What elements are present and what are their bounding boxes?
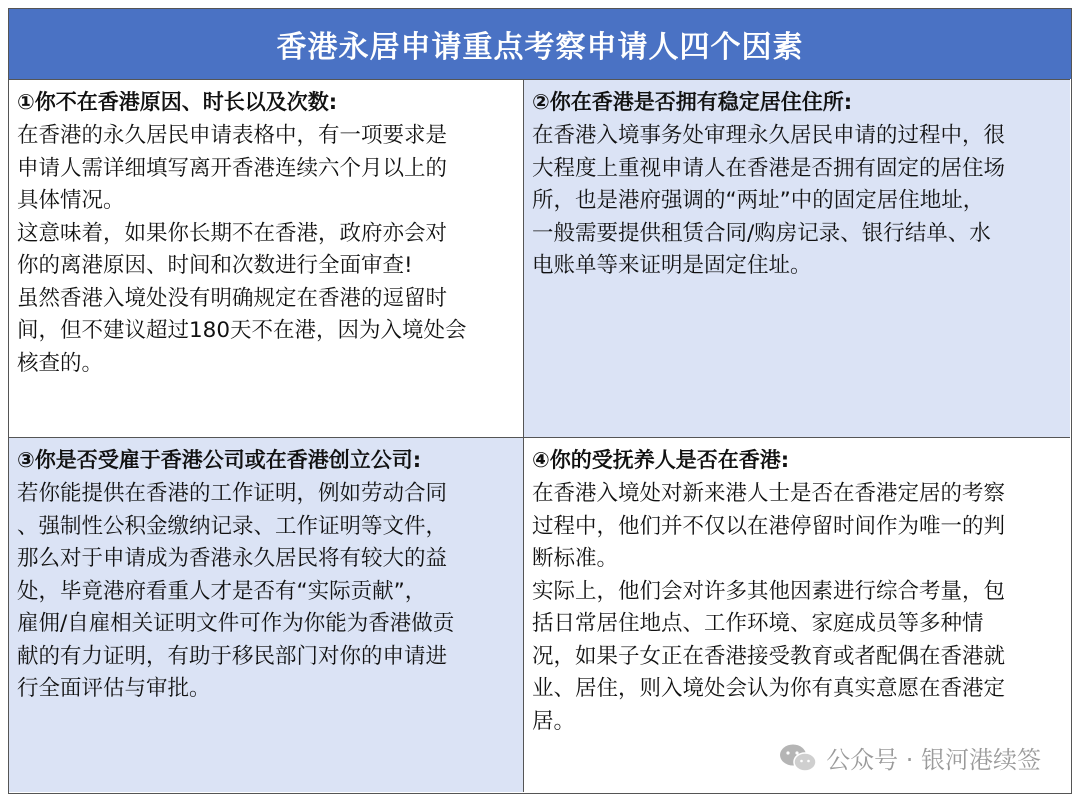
factor-text-line: 断标准。 — [532, 546, 619, 571]
factor-text-line: 况，如果子女正在香港接受教育或者配偶在香港就 — [532, 643, 1006, 669]
factor-text-line: 在香港的永久居民申请表格中，有一项要求是 — [17, 123, 448, 148]
factor-text-line: 若你能提供在香港的工作证明，例如劳动合同 — [17, 481, 448, 506]
table-title: 香港永居申请重点考察申请人四个因素 — [9, 9, 1071, 79]
factor-heading: ④你的受抚养人是否在香港: — [532, 448, 790, 472]
factor-text-line: 括日常居住地点、工作环境、家庭成员等多种情 — [532, 611, 984, 636]
factor-text-line: 雇佣/自雇相关证明文件可作为你能为香港做贡 — [17, 611, 455, 636]
factor-text-line: 行全面评估与审批。 — [17, 676, 211, 701]
factor-text-line: 在香港入境事务处审理永久居民申请的过程中，很 — [532, 123, 1006, 148]
factor-cell-3 — [9, 437, 524, 792]
factor-text-line: 那么对于申请成为香港永久居民将有较大的益 — [17, 546, 448, 571]
factor-text-line: 过程中，他们并不仅以在港停留时间作为唯一的判 — [532, 513, 1006, 539]
wechat-icon — [778, 742, 818, 774]
factor-heading: ③你是否受雇于香港公司或在香港创立公司: — [17, 448, 422, 472]
watermark — [778, 740, 1041, 775]
factor-text-line: 在香港入境处对新来港人士是否在香港定居的考察 — [532, 481, 1006, 506]
factor-cell-2 — [524, 79, 1070, 437]
factor-text-line: 大程度上重视申请人在香港是否拥有固定的居住场 — [532, 155, 1006, 181]
factor-text-line: 这意味着，如果你长期不在香港，政府亦会对 — [17, 220, 448, 246]
factor-text-line: 、强制性公积金缴纳记录、工作证明等文件， — [17, 513, 448, 539]
factor-text-line: 实际上，他们会对许多其他因素进行综合考量，包 — [532, 578, 1006, 604]
factor-text-line: 电账单等来证明是固定住址。 — [532, 253, 812, 278]
factor-text-line: 献的有力证明，有助于移民部门对你的申请进 — [17, 643, 448, 669]
factor-heading: ②你在香港是否拥有稳定居住住所: — [532, 90, 853, 114]
factor-text-line: 所，也是港府强调的“两址”中的固定居住地址， — [532, 188, 985, 213]
factor-cell-4 — [524, 437, 1070, 792]
watermark-text: 公众号 · 银河港续签 — [826, 746, 1041, 774]
factor-text-line: 业、居住，则入境处会认为你有真实意愿在香港定 — [532, 676, 1006, 701]
info-table — [8, 8, 1072, 794]
factor-text-line: 你的离港原因、时间和次数进行全面审查! — [17, 253, 413, 278]
factor-text-line: 间，但不建议超过180天不在港，因为入境处会 — [17, 318, 467, 343]
factor-text-line: 居。 — [532, 708, 576, 734]
factor-text-line: 处，毕竟港府看重人才是否有“实际贡献”， — [17, 578, 427, 604]
factor-text-line: 具体情况。 — [17, 188, 125, 213]
factor-text-line: 虽然香港入境处没有明确规定在香港的逗留时 — [17, 285, 448, 311]
factor-heading: ①你不在香港原因、时长以及次数: — [17, 90, 338, 114]
factor-text-line: 核查的。 — [17, 350, 104, 376]
factor-text-line: 申请人需详细填写离开香港连续六个月以上的 — [17, 155, 448, 181]
factor-text-line: 一般需要提供租赁合同/购房记录、银行结单、水 — [532, 220, 991, 246]
factor-cell-1 — [9, 79, 524, 437]
